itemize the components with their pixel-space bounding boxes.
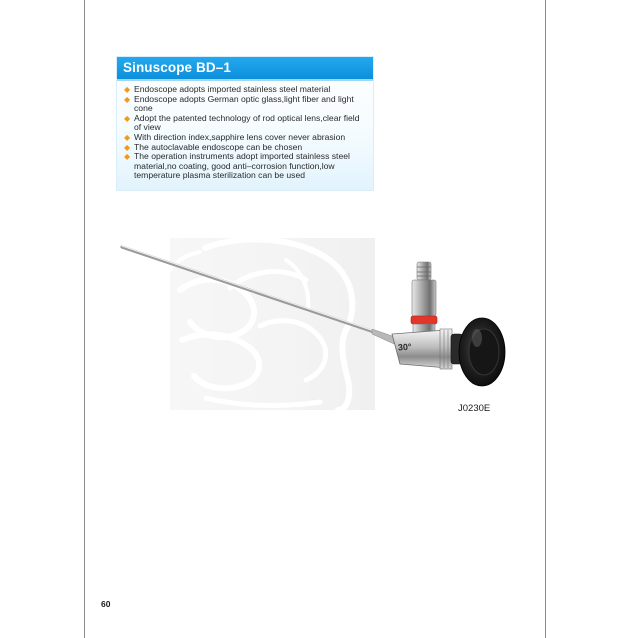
scope-body	[392, 329, 452, 369]
title-bar	[117, 57, 373, 81]
color-ring	[411, 316, 437, 324]
feature-text: Adopt the patented technology of rod optical lens,clear field of view	[134, 112, 360, 133]
feature-text: The operation instruments adopt imported stainless steel material,no coating, good anti–corrosion function,low temperature plasma sterilization can be used	[134, 151, 350, 181]
bullet-icon: ◆	[124, 152, 131, 162]
bullet-icon: ◆	[124, 142, 131, 152]
product-figure	[110, 230, 520, 430]
eyepiece	[451, 318, 505, 386]
feature-list	[123, 85, 369, 181]
feature-text: Endoscope adopts imported stainless steel material	[134, 84, 331, 94]
feature-text: With direction index,sapphire lens cover never abrasion	[134, 131, 346, 142]
angle-label: 30°	[397, 341, 412, 353]
page-number: 60	[101, 599, 111, 609]
bullet-icon: ◆	[124, 94, 131, 104]
feature-text: The autoclavable endoscope can be chosen	[134, 141, 303, 152]
feature-item	[123, 152, 369, 181]
feature-item	[123, 114, 369, 133]
head-outline-background	[170, 238, 375, 410]
light-post	[411, 262, 437, 334]
sinuscope-illustration	[110, 230, 520, 430]
bullet-icon: ◆	[124, 132, 131, 142]
bullet-icon: ◆	[124, 113, 131, 123]
bullet-icon: ◆	[124, 85, 131, 94]
product-code: J0230E	[458, 403, 491, 414]
product-title: Sinuscope BD–1	[123, 60, 231, 75]
feature-text: Endoscope adopts German optic glass,light fiber and light cone	[134, 93, 354, 114]
feature-item	[123, 95, 369, 114]
info-box	[116, 56, 374, 191]
